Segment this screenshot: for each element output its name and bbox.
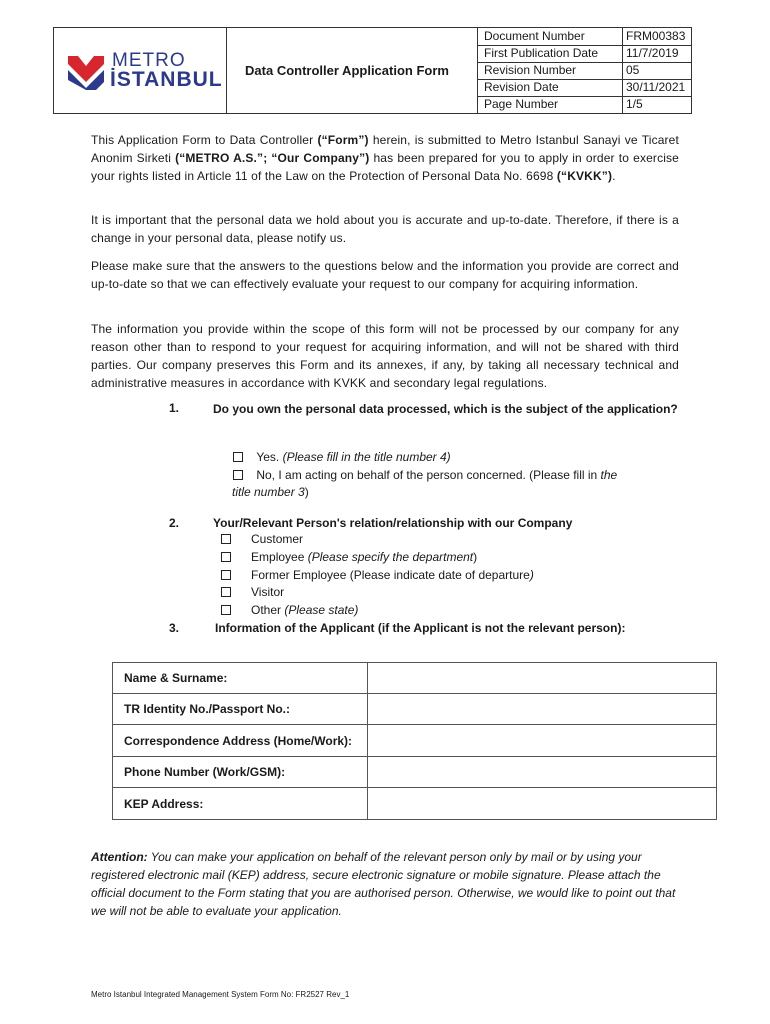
- meta-row-first-publication-date: [478, 45, 692, 63]
- checkbox-employee[interactable]: [221, 552, 231, 562]
- metro-logo-icon: [66, 52, 106, 92]
- attention-label: Attention:: [91, 850, 148, 864]
- meta-label: First Publication Date: [484, 46, 599, 60]
- q2-option-visitor[interactable]: Visitor: [221, 583, 284, 601]
- page-footer: Metro Istanbul Integrated Management System Form No: FR2527 Rev_1: [91, 990, 350, 999]
- checkbox-other[interactable]: [221, 605, 231, 615]
- metro-istanbul-logo: [64, 50, 224, 92]
- row-label: Phone Number (Work/GSM):: [124, 765, 286, 779]
- question-2-number: 2.: [169, 516, 180, 530]
- q2-option-employee[interactable]: Employee (Please specify the department): [221, 548, 477, 566]
- question-3-text: Information of the Applicant (if the Applicant is not the relevant person):: [215, 621, 626, 635]
- table-row-address[interactable]: [113, 726, 716, 757]
- row-label: Correspondence Address (Home/Work):: [124, 734, 353, 748]
- table-row-identity[interactable]: [113, 694, 716, 725]
- checkbox-former-employee[interactable]: [221, 570, 231, 580]
- row-label: TR Identity No./Passport No.:: [124, 702, 291, 716]
- q1-option-no-continued: title number 3): [232, 485, 309, 499]
- meta-value: 05: [626, 63, 640, 77]
- meta-row-revision-date: [478, 79, 692, 97]
- intro-paragraph-1: This Application Form to Data Controller (“Form”) herein, is submitted to Metro Istanbul Sanayi ve Ticaret Anonim Sirketi (“METRO A.S.”; “Our Company”) has been prepared for you to apply in order to exercise your rights listed in Article 11 of the Law on the Protection of Personal Data No. 6698 (“KVKK”).: [91, 133, 680, 183]
- meta-value: 1/5: [626, 97, 643, 111]
- attention-text: You can make your application on behalf of the relevant person only by mail or by using your registered electronic mail (KEP) address, secure electronic signature or mobile signature. Please attach the official document to the Form stating that you are authorised person. Otherwise, we would like to point out that we will not be able to evaluate your application.: [91, 850, 676, 918]
- document-header: [53, 27, 692, 114]
- checkbox-no[interactable]: [233, 470, 243, 480]
- row-label: Name & Surname:: [124, 671, 228, 685]
- table-row-name[interactable]: [113, 663, 716, 694]
- q2-option-other[interactable]: Other (Please state): [221, 601, 358, 619]
- meta-row-revision-number: [478, 62, 692, 80]
- form-title: Data Controller Application Form: [245, 63, 449, 78]
- meta-row-document-number: [478, 28, 692, 46]
- question-2-text: Your/Relevant Person's relation/relationship with our Company: [213, 516, 573, 530]
- checkbox-visitor[interactable]: [221, 587, 231, 597]
- q2-option-customer[interactable]: Customer: [221, 530, 303, 548]
- meta-label: Page Number: [484, 97, 559, 111]
- checkbox-yes[interactable]: [233, 452, 243, 462]
- table-row-phone[interactable]: [113, 757, 716, 788]
- checkbox-customer[interactable]: [221, 534, 231, 544]
- meta-label: Document Number: [484, 29, 585, 43]
- logo-metro-text: METRO: [112, 50, 186, 71]
- table-row-kep[interactable]: [113, 789, 716, 820]
- q1-option-no[interactable]: No, I am acting on behalf of the person concerned. (Please fill in the: [233, 466, 673, 484]
- question-3-number: 3.: [169, 621, 180, 635]
- attention-note: [91, 848, 691, 920]
- applicant-info-table: [112, 662, 717, 820]
- q1-option-yes[interactable]: Yes. (Please fill in the title number 4): [233, 448, 451, 466]
- intro-paragraph-2: It is important that the personal data we hold about you is accurate and up-to-date. Therefore, if there is a change in your personal data, please notify us.: [91, 213, 679, 245]
- logo-istanbul-text: İSTANBUL: [110, 68, 223, 91]
- meta-label: Revision Number: [484, 63, 577, 77]
- intro-paragraph-4: The information you provide within the scope of this form will not be processed by our company for any reason other than to respond to your request for acquiring information, and will not be shared with third parties. Our company preserves this Form and its annexes, if any, by taking all necessary technical and administrative measures in accordance with KVKK and secondary legal regulations.: [91, 322, 679, 390]
- row-label: KEP Address:: [124, 797, 204, 811]
- meta-value: FRM00383: [626, 29, 686, 43]
- meta-value: 30/11/2021: [626, 80, 686, 94]
- question-1-text: Do you own the personal data processed, which is the subject of the application?: [213, 402, 678, 416]
- question-1-number: 1.: [169, 401, 180, 415]
- intro-paragraph-3: Please make sure that the answers to the questions below and the information you provide are correct and up-to-date so that we can effectively evaluate your request to our company for acquiring information.: [91, 259, 679, 291]
- meta-label: Revision Date: [484, 80, 559, 94]
- q2-option-former-employee[interactable]: Former Employee (Please indicate date of departure): [221, 566, 534, 584]
- meta-row-page-number: [478, 96, 692, 113]
- meta-value: 11/7/2019: [626, 46, 679, 60]
